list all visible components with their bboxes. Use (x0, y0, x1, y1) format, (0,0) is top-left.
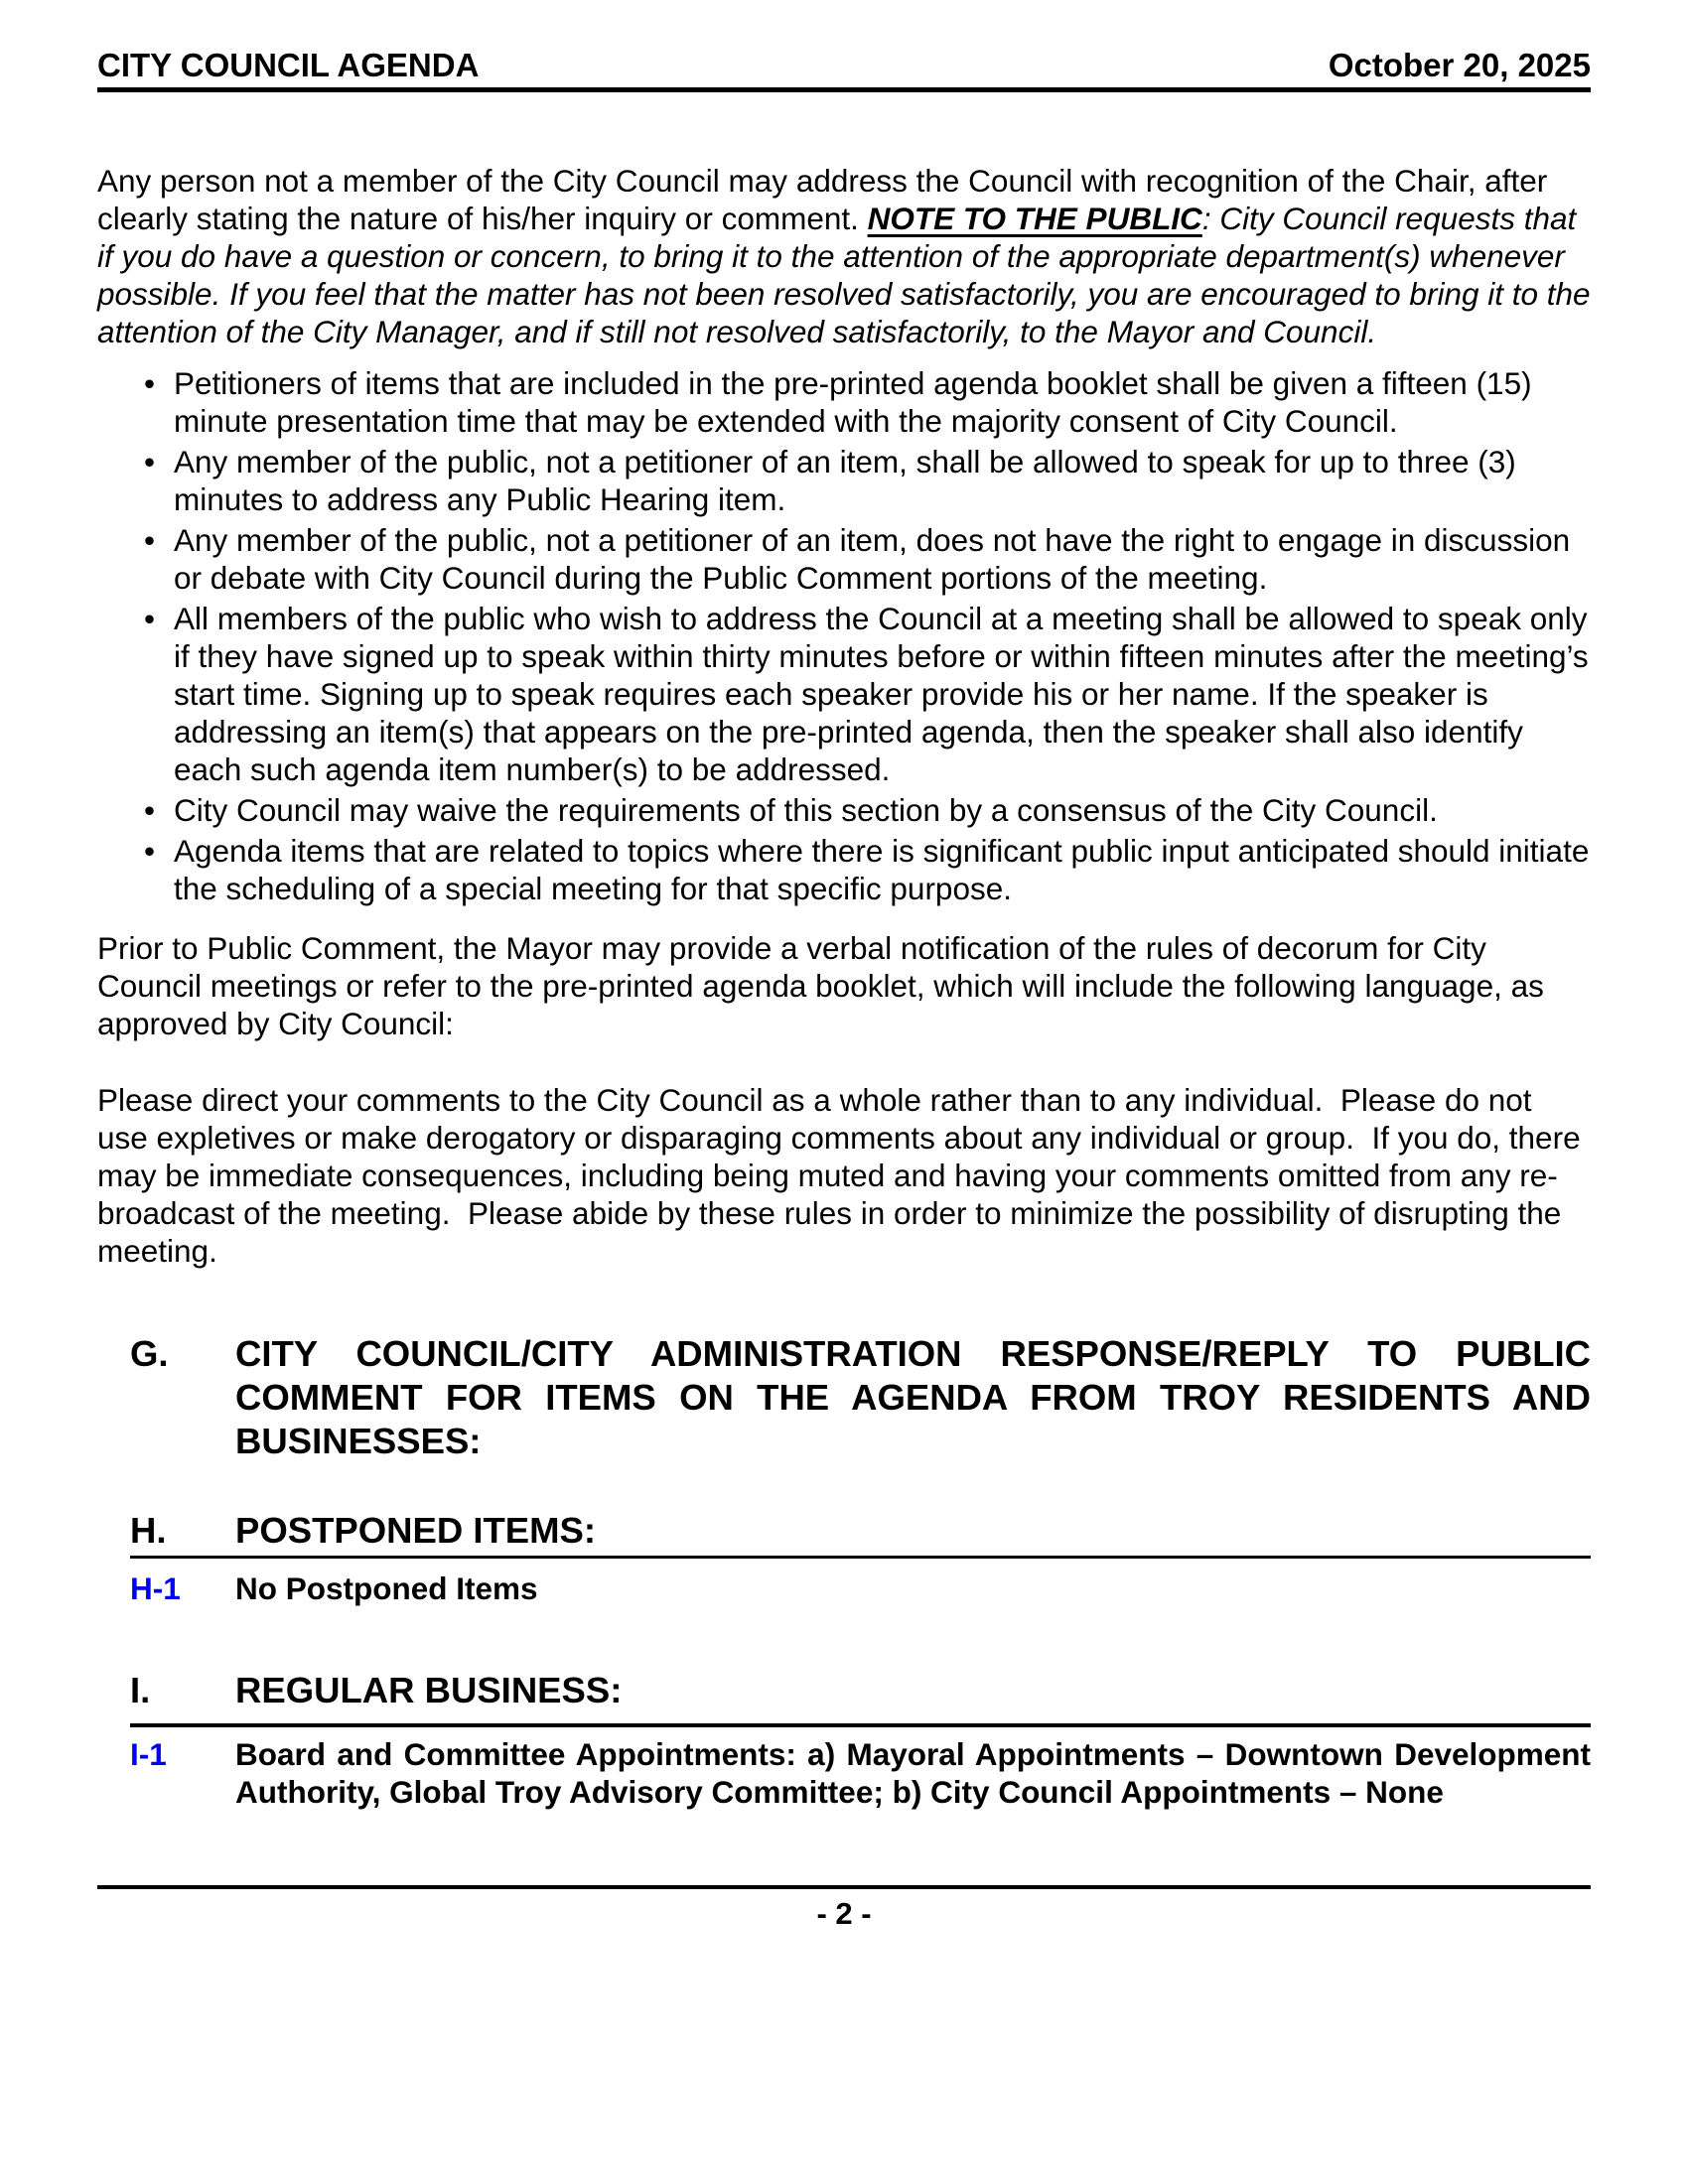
public-comment-rules-list (97, 364, 1591, 907)
bullet-text: Petitioners of items that are included in the pre-printed agenda booklet shall be given a fifteen (15) minute presentation time that may be extended with the majority consent of City Council. (174, 365, 1532, 439)
bullet-icon (144, 364, 155, 402)
bullet-text: Any member of the public, not a petitioner of an item, shall be allowed to speak for up to three (3) minutes to address any Public Hearing item. (174, 444, 1516, 517)
bullet-icon (144, 832, 155, 870)
document-title: CITY COUNCIL AGENDA (97, 47, 480, 83)
agenda-item-i1 (97, 1735, 1591, 1811)
bullet-text: Any member of the public, not a petitioner of an item, does not have the right to engage in discussion or debate with City Council during the Public Comment portions of the meeting. (174, 522, 1571, 596)
public-address-paragraph (97, 162, 1591, 350)
section-i-heading (97, 1669, 1591, 1712)
note-colon: : (1201, 201, 1211, 236)
bullet-icon (144, 791, 155, 829)
page-number: - 2 - (816, 1896, 872, 1931)
section-i-title: REGULAR BUSINESS: (235, 1670, 623, 1710)
section-h-heading (97, 1509, 1591, 1553)
section-g-title: CITY COUNCIL/CITY ADMINISTRATION RESPONSE/REPLY TO PUBLIC COMMENT FOR ITEMS ON THE AGENDA FROM TROY RESIDENTS AND BUSINESSES: (235, 1333, 1591, 1461)
decorum-paragraph: Prior to Public Comment, the Mayor may provide a verbal notification of the rules of decorum for City Council meetings or refer to the pre-printed agenda booklet, which will include the following language, as approved by City Council: (97, 930, 1544, 1041)
list-item (97, 791, 1591, 829)
list-item (97, 521, 1591, 597)
section-i-letter: I. (130, 1670, 151, 1710)
item-divider (130, 1723, 1591, 1727)
list-item (97, 600, 1591, 788)
agenda-item-h1 (97, 1570, 1591, 1607)
list-item (97, 364, 1591, 440)
item-h1-link[interactable]: H-1 (130, 1570, 181, 1606)
document-date: October 20, 2025 (1328, 47, 1591, 83)
page-header (97, 48, 1591, 92)
section-g-heading (97, 1332, 1591, 1463)
item-divider (130, 1556, 1591, 1559)
bullet-icon (144, 600, 155, 637)
item-i1-link[interactable]: I-1 (130, 1736, 167, 1772)
section-h-letter: H. (130, 1510, 167, 1551)
list-item (97, 832, 1591, 907)
bullet-icon (144, 443, 155, 480)
section-h-title: POSTPONED ITEMS: (235, 1510, 597, 1551)
item-h1-text: No Postponed Items (235, 1570, 538, 1606)
bullet-text: City Council may waive the requirements of this section by a consensus of the City Council. (174, 792, 1438, 828)
intro-text: Any person not a member of the City Council may address the Council with recognition of the Chair, after clearly stating the nature of his/her inquiry or comment. (97, 163, 1548, 236)
comment-rules-paragraph: Please direct your comments to the City Council as a whole rather than to any individual. Please do not use expletives or make derogatory or disparaging comments about any individual or group. If you do, there may be immediate consequences, including being muted and having your comments omitted from any re-broadcast of the meeting. Please abide by these rules in order to minimize the possibility of disrupting the meeting. (97, 1082, 1590, 1269)
item-i1-text: Board and Committee Appointments: a) Mayoral Appointments – Downtown Development Authority, Global Troy Advisory Committee; b) City Council Appointments – None (235, 1736, 1591, 1810)
intro-italic-text: City Council requests that if you do have a question or concern, to bring it to the attention of the appropriate department(s) whenever possible. If you feel that the matter has not been resolved satisfactorily, you are encouraged to bring it to the attention of the City Manager, and if still not resolved satisfactorily, to the Mayor and Council. (97, 201, 1591, 349)
bullet-text: All members of the public who wish to address the Council at a meeting shall be allowed to speak only if they have signed up to speak within thirty minutes before or within fifteen minutes after the meeting’s start time. Signing up to speak requires each speaker provide his or her name. If the speaker is addressing an item(s) that appears on the pre-printed agenda, then the speaker shall also identify each such agenda item number(s) to be addressed. (174, 601, 1589, 787)
section-g-letter: G. (130, 1333, 169, 1374)
bullet-icon (144, 521, 155, 559)
bullet-text: Agenda items that are related to topics where there is significant public input anticipated should initiate the scheduling of a special meeting for that specific purpose. (174, 833, 1590, 906)
footer-rule (97, 1885, 1591, 1889)
note-to-public-label: NOTE TO THE PUBLIC (867, 201, 1202, 236)
list-item (97, 443, 1591, 518)
